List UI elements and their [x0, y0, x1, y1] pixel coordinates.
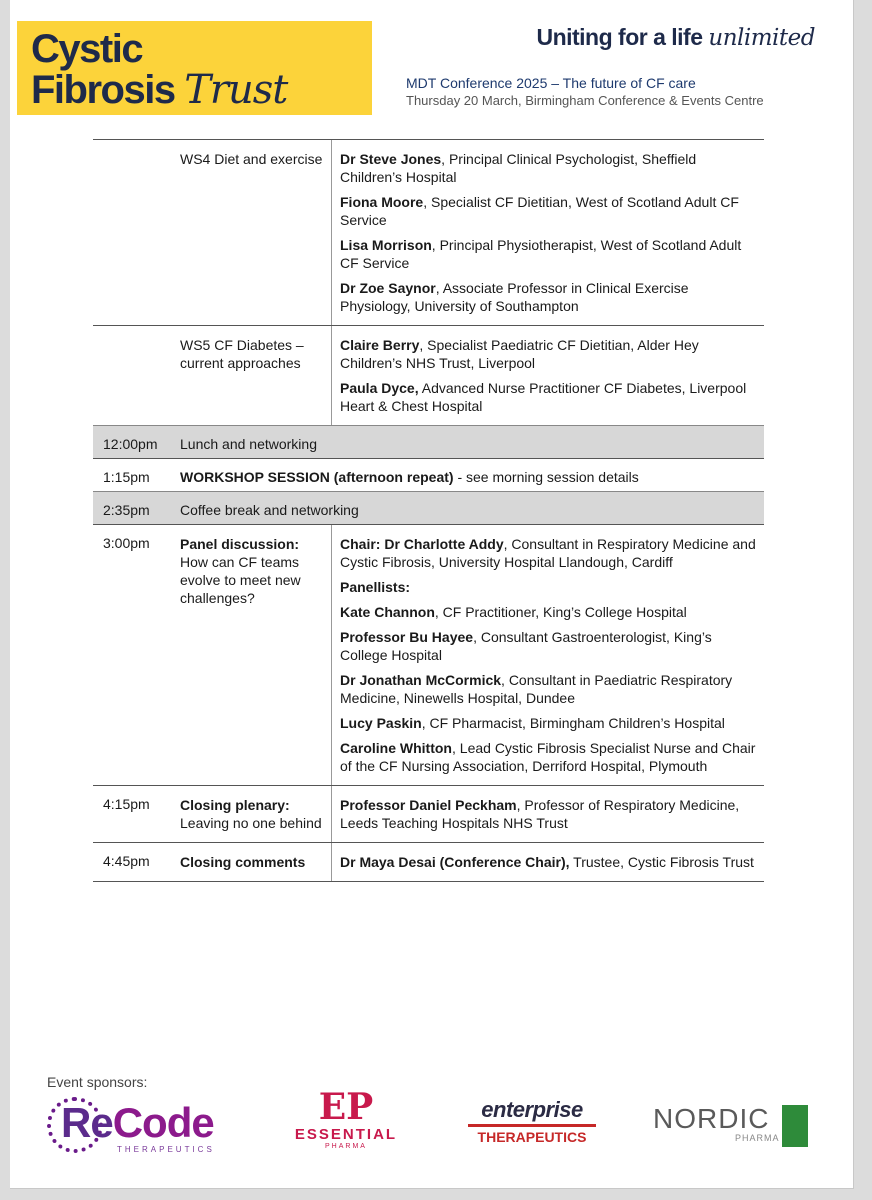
time-cell: 12:00pm — [103, 436, 158, 452]
agenda-row-lunch — [93, 425, 764, 458]
session-cell: WS5 CF Diabetes – current approaches — [180, 337, 304, 371]
session-cell — [171, 459, 764, 491]
speaker-entry — [340, 150, 756, 186]
speaker-role: , Consultant in Paediatric Respiratory Medicine, Ninewells Hospital, Dundee — [340, 672, 733, 706]
logo-word-trust: Trust — [184, 67, 288, 113]
speaker-name: Claire Berry — [340, 337, 420, 353]
sponsors-label: Event sponsors: — [47, 1074, 148, 1090]
speaker-name: Paula Dyce, — [340, 380, 419, 396]
speaker-name: Lisa Morrison — [340, 237, 432, 253]
speaker-role: , Consultant Gastroenterologist, King’s College Hospital — [340, 629, 712, 663]
recode-code: Code — [112, 1099, 214, 1146]
agenda-row-ws4 — [93, 139, 764, 325]
session-cell: Coffee break and networking — [180, 502, 359, 518]
speaker-role: , Specialist Paediatric CF Dietitian, Alder Hey Children’s NHS Trust, Liverpool — [340, 337, 699, 371]
agenda-row-closing-plenary — [93, 785, 764, 842]
speaker-name: Professor Bu Hayee — [340, 629, 474, 645]
recode-re: Re — [61, 1099, 113, 1146]
speaker-role: Advanced Nurse Practitioner CF Diabetes, Liverpool Heart & Chest Hospital — [340, 380, 747, 414]
conference-title: MDT Conference 2025 – The future of CF care — [406, 75, 696, 91]
chair-label: Chair: — [340, 536, 381, 552]
nordic-subtitle: PHARMA — [735, 1133, 780, 1143]
speaker-entry — [340, 193, 756, 229]
recode-wordmark — [61, 1099, 214, 1147]
essential-wordmark: ESSENTIAL — [294, 1126, 398, 1143]
agenda-row-ws5 — [93, 325, 764, 425]
speaker-entry — [340, 671, 756, 707]
logo-line-cystic: Cystic — [31, 27, 143, 71]
session-cell — [171, 525, 331, 785]
nordic-green-block-icon — [782, 1105, 808, 1147]
agenda-row-panel — [93, 524, 764, 785]
speaker-entry — [340, 379, 756, 415]
speaker-name: Dr Zoe Saynor — [340, 280, 436, 296]
speaker-role: , CF Practitioner, King’s College Hospital — [434, 604, 687, 620]
recode-therapeutics-logo — [47, 1095, 237, 1159]
enterprise-divider — [468, 1124, 596, 1127]
enterprise-therapeutics-logo — [462, 1098, 602, 1148]
speaker-name: Dr Jonathan McCormick — [340, 672, 502, 688]
speaker-role: , Specialist CF Dietitian, West of Scotland Adult CF Service — [340, 194, 739, 228]
workshop-title: WORKSHOP SESSION (afternoon repeat) — [180, 469, 454, 485]
speaker-role: , Principal Physiotherapist, West of Scotland Adult CF Service — [340, 237, 742, 271]
chair-entry — [340, 535, 756, 571]
time-cell: 2:35pm — [103, 502, 150, 518]
speaker-name: Kate Channon — [340, 604, 435, 620]
session-title: Closing comments — [180, 854, 306, 870]
session-subtitle: How can CF teams evolve to meet new challenges? — [180, 554, 301, 606]
session-cell: WS4 Diet and exercise — [180, 151, 323, 167]
time-cell: 4:15pm — [103, 796, 150, 812]
speaker-name: Dr Maya Desai (Conference Chair), — [340, 854, 570, 870]
chair-role: , Consultant in Respiratory Medicine and Cystic Fibrosis, University Hospital Llandough, Cardiff — [340, 536, 756, 570]
speaker-entry — [340, 603, 756, 621]
nordic-wordmark: NORDIC — [653, 1103, 770, 1134]
speakers-cell — [331, 786, 764, 842]
speaker-entry — [340, 336, 756, 372]
session-cell — [171, 786, 331, 842]
session-cell: Lunch and networking — [180, 436, 317, 452]
agenda-row-coffee — [93, 491, 764, 524]
essential-mark-icon: EP — [318, 1086, 374, 1128]
speaker-role: , CF Pharmacist, Birmingham Children’s Hospital — [421, 715, 725, 731]
essential-pharma-logo — [286, 1088, 406, 1158]
panellists-label: Panellists: — [340, 579, 411, 595]
speaker-role: Trustee, Cystic Fibrosis Trust — [569, 854, 754, 870]
speaker-entry — [340, 628, 756, 664]
speaker-entry — [340, 714, 756, 732]
tagline-main: Uniting for a life — [536, 24, 703, 50]
nordic-pharma-logo — [653, 1103, 813, 1149]
recode-subtitle: THERAPEUTICS — [117, 1145, 215, 1154]
speaker-entry — [340, 739, 756, 775]
tagline-emphasis: unlimited — [708, 25, 815, 51]
speaker-entry — [340, 853, 756, 871]
speaker-entry — [340, 279, 756, 315]
cystic-fibrosis-trust-logo — [17, 21, 372, 115]
session-subtitle: Leaving no one behind — [180, 815, 322, 831]
agenda-row-workshop — [93, 458, 764, 491]
agenda-row-closing-comments — [93, 842, 764, 882]
time-cell — [93, 326, 171, 425]
enterprise-wordmark: enterprise — [481, 1097, 583, 1122]
speaker-entry — [340, 236, 756, 272]
speaker-role: , Professor of Respiratory Medicine, Leeds Teaching Hospitals NHS Trust — [340, 797, 740, 831]
enterprise-subtitle: THERAPEUTICS — [477, 1129, 587, 1145]
time-cell: 3:00pm — [103, 535, 150, 551]
time-cell: 4:45pm — [103, 853, 150, 869]
speaker-entry — [340, 796, 756, 832]
speaker-name: Dr Steve Jones — [340, 151, 442, 167]
chair-name: Dr Charlotte Addy — [380, 536, 504, 552]
workshop-note: - see morning session details — [453, 469, 639, 485]
speakers-cell — [331, 140, 764, 325]
conference-subtitle: Thursday 20 March, Birmingham Conference & Events Centre — [406, 93, 764, 108]
speaker-name: Fiona Moore — [340, 194, 424, 210]
session-title: Panel discussion: — [180, 536, 300, 552]
document-page — [10, 0, 854, 1189]
speakers-cell — [331, 525, 764, 785]
time-cell: 1:15pm — [103, 469, 150, 485]
logo-line-fibrosis-trust — [31, 67, 287, 113]
logo-word-fibrosis: Fibrosis — [31, 68, 175, 112]
essential-subtitle: PHARMA — [325, 1143, 367, 1150]
speaker-role: , Associate Professor in Clinical Exercise Physiology, University of Southampton — [340, 280, 689, 314]
speaker-name: Professor Daniel Peckham — [340, 797, 517, 813]
tagline — [536, 24, 815, 51]
speaker-name: Lucy Paskin — [340, 715, 422, 731]
time-cell — [93, 140, 171, 325]
speaker-role: , Principal Clinical Psychologist, Sheffield Children’s Hospital — [340, 151, 697, 185]
speakers-cell — [331, 843, 764, 881]
speaker-name: Caroline Whitton — [340, 740, 452, 756]
speaker-role: , Lead Cystic Fibrosis Specialist Nurse and Chair of the CF Nursing Association, Derriford Hospital, Plymouth — [340, 740, 756, 774]
agenda-table — [93, 139, 764, 882]
speakers-cell — [331, 326, 764, 425]
session-title: Closing plenary: — [180, 797, 290, 813]
